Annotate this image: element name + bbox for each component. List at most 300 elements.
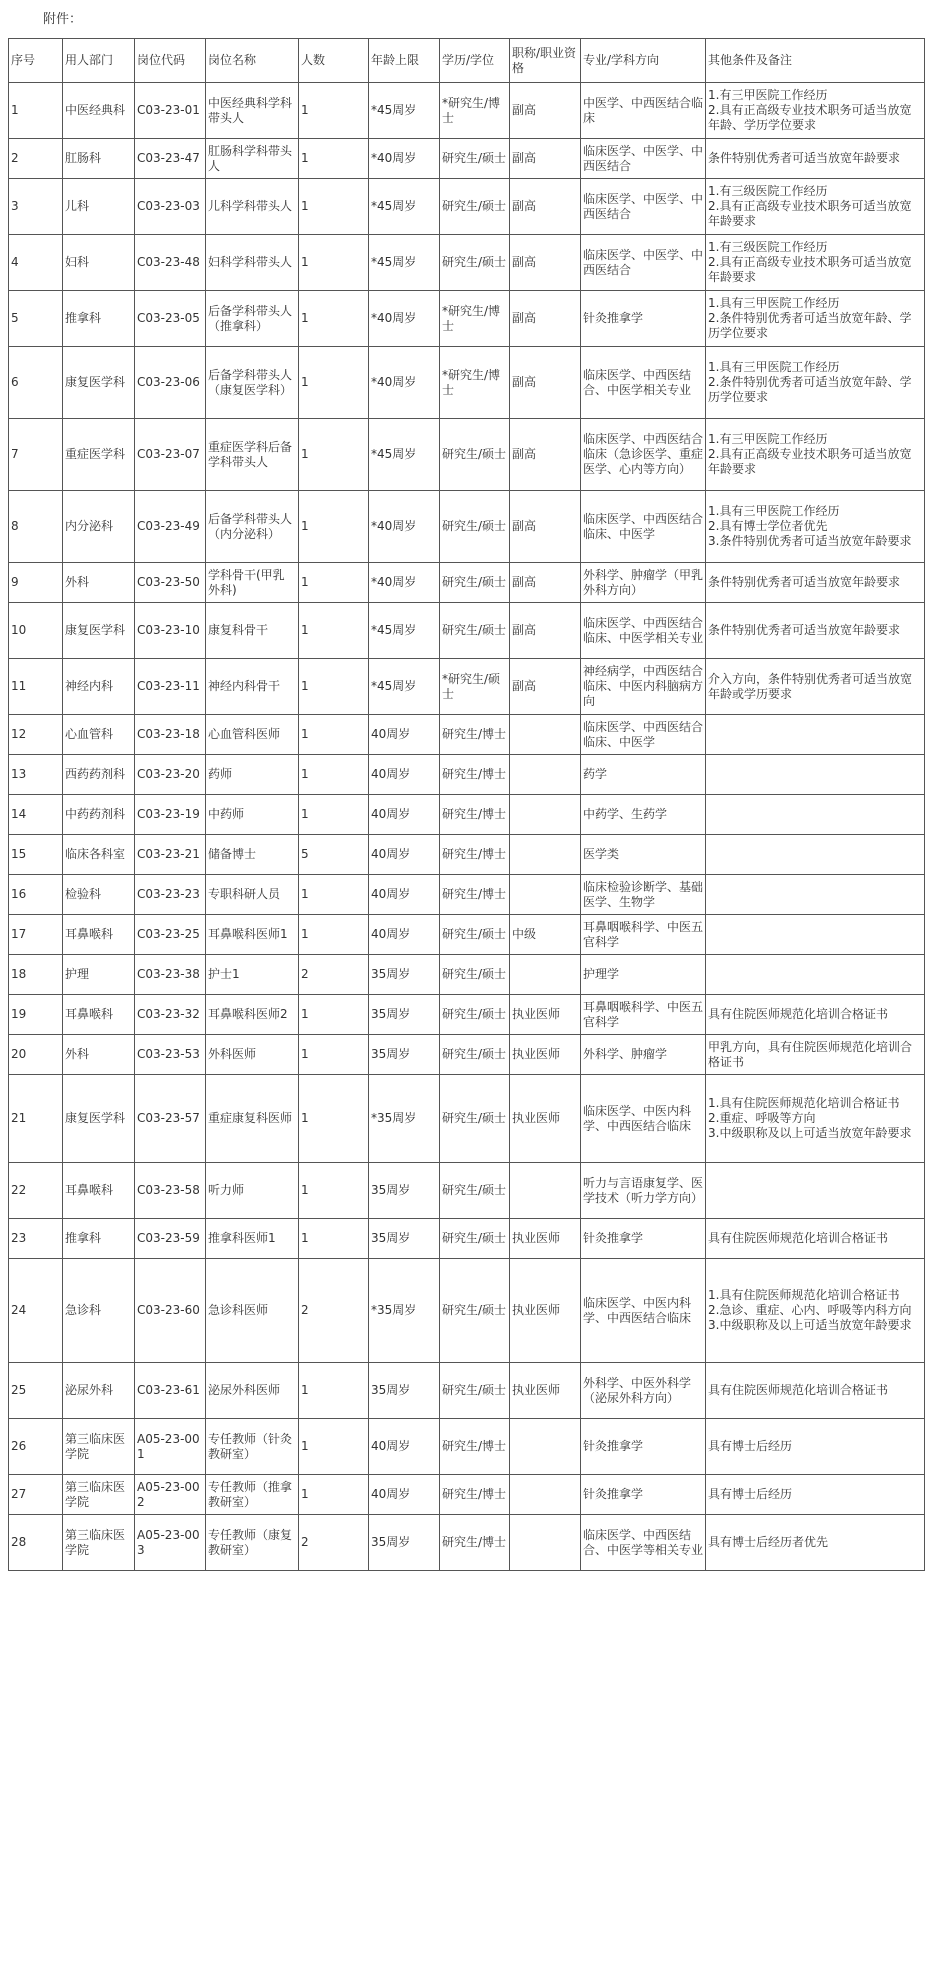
cell-other-conditions [706, 347, 925, 419]
cell-age-limit [369, 491, 440, 563]
cell-department-text: 重症医学科 [65, 447, 126, 461]
cell-post-code-text: C03-23-05 [137, 311, 200, 325]
cell-post-code-text: C03-23-18 [137, 727, 200, 741]
cell-count [299, 659, 369, 715]
cell-title-qualification [510, 915, 581, 955]
cell-department-text: 急诊科 [65, 1303, 102, 1317]
cell-major [581, 139, 706, 179]
cell-count-text: 1 [301, 1183, 309, 1197]
cell-other-conditions [706, 1515, 925, 1571]
cell-department [63, 1419, 135, 1475]
cell-education [440, 755, 510, 795]
cell-post-code [135, 1419, 206, 1475]
cell-title-qualification [510, 1475, 581, 1515]
cell-department [63, 715, 135, 755]
cell-title-qualification [510, 563, 581, 603]
cell-count [299, 995, 369, 1035]
cell-post-name-text: 后备学科带头人（康复医学科） [208, 367, 293, 397]
cell-major [581, 1035, 706, 1075]
cell-post-name-text: 学科骨干(甲乳外科) [208, 567, 285, 597]
cell-count [299, 179, 369, 235]
cell-department [63, 1075, 135, 1163]
cell-major-text: 药学 [583, 767, 608, 781]
cell-count-text: 2 [301, 1303, 309, 1317]
cell-post-code-text: C03-23-19 [137, 807, 200, 821]
cell-department-text: 临床各科室 [65, 847, 126, 861]
cell-title-qualification-text: 副高 [512, 151, 537, 165]
cell-index-text: 21 [11, 1111, 27, 1125]
cell-other-conditions [706, 1363, 925, 1419]
table-row [9, 875, 925, 915]
cell-post-code-text: C03-23-57 [137, 1111, 200, 1125]
cell-age-limit [369, 659, 440, 715]
cell-age-limit [369, 603, 440, 659]
cell-index-text: 14 [11, 807, 27, 821]
cell-count-text: 1 [301, 1007, 309, 1021]
cell-major [581, 603, 706, 659]
cell-education [440, 915, 510, 955]
cell-post-code [135, 1515, 206, 1571]
cell-title-qualification-text: 执业医师 [512, 1303, 561, 1317]
cell-department-text: 外科 [65, 1047, 90, 1061]
cell-age-limit [369, 715, 440, 755]
cell-other-conditions [706, 915, 925, 955]
table-row [9, 291, 925, 347]
cell-department [63, 1515, 135, 1571]
cell-major-text: 临床医学、中西医结合、中医学相关专业 [583, 367, 692, 397]
cell-count-text: 1 [301, 199, 309, 213]
cell-count-text: 1 [301, 151, 309, 165]
cell-post-name-text: 耳鼻喉科医师2 [208, 1007, 288, 1021]
cell-other-conditions [706, 1035, 925, 1075]
cell-education [440, 179, 510, 235]
cell-title-qualification [510, 875, 581, 915]
cell-post-name-text: 妇科学科带头人 [208, 255, 293, 269]
cell-index-text: 15 [11, 847, 27, 861]
cell-post-name [206, 491, 299, 563]
cell-other-conditions-text: 1.有三级医院工作经历 2.具有正高级专业技术职务可适当放宽年龄要求 [708, 240, 912, 284]
cell-major [581, 1515, 706, 1571]
cell-index [9, 1515, 63, 1571]
cell-index [9, 563, 63, 603]
cell-title-qualification [510, 139, 581, 179]
cell-post-code [135, 1075, 206, 1163]
cell-department-text: 儿科 [65, 199, 90, 213]
cell-title-qualification [510, 795, 581, 835]
header-age-limit: 年龄上限 [369, 39, 440, 83]
cell-education-text: 研究生/硕士 [442, 623, 507, 637]
cell-department-text: 康复医学科 [65, 1111, 126, 1125]
cell-age-limit-text: 40周岁 [371, 727, 411, 741]
cell-post-name-text: 耳鼻喉科医师1 [208, 927, 288, 941]
cell-education-text: 研究生/硕士 [442, 519, 507, 533]
cell-count [299, 835, 369, 875]
cell-index [9, 347, 63, 419]
cell-title-qualification-text: 副高 [512, 519, 537, 533]
cell-post-code-text: C03-23-10 [137, 623, 200, 637]
cell-index [9, 1035, 63, 1075]
cell-department [63, 603, 135, 659]
cell-department-text: 康复医学科 [65, 375, 126, 389]
cell-count-text: 1 [301, 1439, 309, 1453]
cell-major [581, 179, 706, 235]
cell-post-code-text: C03-23-50 [137, 575, 200, 589]
cell-index [9, 995, 63, 1035]
cell-major-text: 临床医学、中医内科学、中西医结合临床 [583, 1103, 692, 1133]
cell-post-name-text: 心血管科医师 [208, 727, 281, 741]
cell-department [63, 795, 135, 835]
cell-age-limit [369, 235, 440, 291]
cell-count [299, 1219, 369, 1259]
cell-count [299, 1035, 369, 1075]
cell-education-text: 研究生/博士 [442, 727, 507, 741]
cell-post-name [206, 1035, 299, 1075]
cell-age-limit-text: *45周岁 [371, 623, 417, 637]
header-count: 人数 [299, 39, 369, 83]
cell-other-conditions-text: 1.具有住院医师规范化培训合格证书 2.急诊、重症、心内、呼吸等内科方向 3.中级职称及以上可适当放宽年龄要求 [708, 1288, 912, 1332]
cell-education [440, 835, 510, 875]
cell-age-limit-text: 40周岁 [371, 807, 411, 821]
cell-major [581, 755, 706, 795]
cell-major-text: 医学类 [583, 847, 620, 861]
cell-age-limit [369, 1219, 440, 1259]
cell-other-conditions [706, 1259, 925, 1363]
cell-index-text: 27 [11, 1487, 27, 1501]
header-index: 序号 [9, 39, 63, 83]
attachment-label: 附件： [43, 12, 83, 27]
cell-education [440, 795, 510, 835]
cell-age-limit-text: *45周岁 [371, 103, 417, 117]
cell-count-text: 1 [301, 1111, 309, 1125]
cell-department-text: 推拿科 [65, 311, 102, 325]
cell-major [581, 835, 706, 875]
cell-education-text: 研究生/硕士 [442, 151, 507, 165]
cell-department [63, 347, 135, 419]
cell-major [581, 291, 706, 347]
cell-post-code [135, 995, 206, 1035]
cell-post-code [135, 491, 206, 563]
cell-title-qualification-text: 执业医师 [512, 1007, 561, 1021]
cell-count [299, 1259, 369, 1363]
table-row [9, 419, 925, 491]
cell-education-text: *研究生/硕士 [442, 671, 501, 701]
cell-other-conditions [706, 419, 925, 491]
cell-count [299, 139, 369, 179]
table-row [9, 795, 925, 835]
cell-education [440, 603, 510, 659]
cell-index [9, 1219, 63, 1259]
cell-post-name [206, 955, 299, 995]
cell-title-qualification [510, 1515, 581, 1571]
cell-other-conditions [706, 955, 925, 995]
cell-age-limit-text: 35周岁 [371, 1535, 411, 1549]
cell-count-text: 1 [301, 679, 309, 693]
cell-other-conditions [706, 659, 925, 715]
cell-department-text: 康复医学科 [65, 623, 126, 637]
cell-index-text: 22 [11, 1183, 27, 1197]
cell-education [440, 347, 510, 419]
cell-index-text: 9 [11, 575, 19, 589]
cell-index [9, 603, 63, 659]
cell-age-limit-text: 35周岁 [371, 1183, 411, 1197]
cell-age-limit-text: 40周岁 [371, 927, 411, 941]
cell-department [63, 139, 135, 179]
cell-post-code [135, 179, 206, 235]
cell-index [9, 1163, 63, 1219]
cell-post-name-text: 后备学科带头人（内分泌科） [208, 511, 293, 541]
cell-count-text: 1 [301, 927, 309, 941]
cell-other-conditions [706, 1075, 925, 1163]
cell-education-text: 研究生/硕士 [442, 1111, 507, 1125]
cell-education-text: *研究生/博士 [442, 303, 501, 333]
cell-other-conditions-text: 甲乳方向，具有住院医师规范化培训合格证书 [708, 1039, 913, 1069]
cell-post-name-text: 护士1 [208, 967, 240, 981]
cell-major-text: 外科学、肿瘤学 [583, 1047, 668, 1061]
cell-post-code-text: C03-23-03 [137, 199, 200, 213]
table-header-row [9, 39, 925, 83]
cell-department [63, 835, 135, 875]
table-row [9, 179, 925, 235]
cell-age-limit-text: 35周岁 [371, 1231, 411, 1245]
table-row [9, 1035, 925, 1075]
cell-education [440, 1259, 510, 1363]
cell-age-limit [369, 1035, 440, 1075]
cell-count-text: 1 [301, 1047, 309, 1061]
cell-major [581, 995, 706, 1035]
cell-post-code [135, 83, 206, 139]
cell-post-code [135, 1163, 206, 1219]
table-row [9, 1259, 925, 1363]
cell-post-code-text: C03-23-61 [137, 1383, 200, 1397]
cell-department [63, 291, 135, 347]
cell-major-text: 针灸推拿学 [583, 311, 644, 325]
cell-age-limit [369, 347, 440, 419]
table-row [9, 755, 925, 795]
cell-title-qualification [510, 347, 581, 419]
cell-count [299, 491, 369, 563]
cell-post-name [206, 1163, 299, 1219]
cell-post-code [135, 835, 206, 875]
cell-title-qualification-text: 副高 [512, 103, 537, 117]
cell-education [440, 1163, 510, 1219]
cell-age-limit [369, 419, 440, 491]
cell-index-text: 10 [11, 623, 27, 637]
cell-post-code [135, 563, 206, 603]
cell-index [9, 755, 63, 795]
cell-age-limit [369, 1515, 440, 1571]
cell-post-code [135, 603, 206, 659]
cell-education-text: 研究生/硕士 [442, 199, 507, 213]
cell-post-name [206, 1075, 299, 1163]
cell-index [9, 795, 63, 835]
cell-index-text: 16 [11, 887, 27, 901]
cell-title-qualification [510, 1259, 581, 1363]
cell-post-code [135, 235, 206, 291]
cell-education-text: 研究生/硕士 [442, 927, 507, 941]
cell-count [299, 915, 369, 955]
cell-title-qualification [510, 1035, 581, 1075]
cell-department [63, 1035, 135, 1075]
cell-count-text: 1 [301, 255, 309, 269]
cell-post-code [135, 915, 206, 955]
cell-count-text: 1 [301, 519, 309, 533]
cell-count [299, 1475, 369, 1515]
cell-index-text: 19 [11, 1007, 27, 1021]
cell-title-qualification-text: 副高 [512, 255, 537, 269]
cell-education-text: 研究生/硕士 [442, 1183, 507, 1197]
table-row [9, 1475, 925, 1515]
cell-post-code [135, 1363, 206, 1419]
cell-post-code-text: C03-23-48 [137, 255, 200, 269]
cell-count [299, 235, 369, 291]
cell-major-text: 针灸推拿学 [583, 1487, 644, 1501]
cell-count [299, 1163, 369, 1219]
cell-department-text: 检验科 [65, 887, 102, 901]
cell-education-text: 研究生/硕士 [442, 575, 507, 589]
cell-index-text: 2 [11, 151, 19, 165]
cell-title-qualification [510, 1075, 581, 1163]
cell-age-limit [369, 795, 440, 835]
cell-education [440, 291, 510, 347]
cell-other-conditions-text: 1.具有三甲医院工作经历 2.条件特别优秀者可适当放宽年龄、学历学位要求 [708, 360, 912, 404]
cell-education [440, 1035, 510, 1075]
positions-table [8, 38, 925, 1571]
cell-title-qualification-text: 副高 [512, 575, 537, 589]
cell-post-code [135, 1475, 206, 1515]
cell-major-text: 临床医学、中西医结合临床、中医学相关专业 [583, 615, 704, 645]
cell-index-text: 12 [11, 727, 27, 741]
cell-major [581, 83, 706, 139]
table-row [9, 915, 925, 955]
cell-title-qualification [510, 1363, 581, 1419]
cell-title-qualification [510, 715, 581, 755]
cell-education-text: 研究生/博士 [442, 1487, 507, 1501]
cell-department-text: 第三临床医学院 [65, 1479, 126, 1509]
cell-post-name [206, 1219, 299, 1259]
cell-count [299, 419, 369, 491]
cell-count-text: 1 [301, 311, 309, 325]
cell-post-code [135, 291, 206, 347]
cell-post-name-text: 推拿科医师1 [208, 1231, 276, 1245]
cell-education [440, 1363, 510, 1419]
cell-title-qualification [510, 603, 581, 659]
cell-department [63, 1163, 135, 1219]
cell-other-conditions [706, 1419, 925, 1475]
cell-department [63, 1475, 135, 1515]
cell-title-qualification-text: 副高 [512, 311, 537, 325]
cell-post-name [206, 83, 299, 139]
cell-other-conditions [706, 835, 925, 875]
cell-major [581, 915, 706, 955]
cell-major-text: 临床医学、中医学、中西医结合 [583, 191, 704, 221]
cell-other-conditions [706, 563, 925, 603]
cell-department-text: 护理 [65, 967, 90, 981]
cell-title-qualification [510, 419, 581, 491]
cell-post-name [206, 419, 299, 491]
cell-age-limit [369, 563, 440, 603]
cell-post-code-text: C03-23-21 [137, 847, 200, 861]
cell-major-text: 针灸推拿学 [583, 1439, 644, 1453]
cell-education [440, 419, 510, 491]
cell-major [581, 1363, 706, 1419]
cell-count-text: 1 [301, 1383, 309, 1397]
cell-education [440, 83, 510, 139]
cell-index-text: 18 [11, 967, 27, 981]
cell-post-code [135, 139, 206, 179]
cell-title-qualification [510, 179, 581, 235]
cell-post-name-text: 康复科骨干 [208, 623, 269, 637]
cell-education-text: 研究生/硕士 [442, 447, 507, 461]
cell-education [440, 1475, 510, 1515]
cell-post-code-text: C03-23-58 [137, 1183, 200, 1197]
cell-post-name-text: 储备博士 [208, 847, 257, 861]
cell-count-text: 2 [301, 967, 309, 981]
cell-post-name [206, 995, 299, 1035]
cell-count-text: 1 [301, 623, 309, 637]
cell-age-limit-text: 40周岁 [371, 1487, 411, 1501]
cell-department [63, 875, 135, 915]
cell-department-text: 中医经典科 [65, 103, 126, 117]
cell-post-name [206, 835, 299, 875]
cell-age-limit [369, 995, 440, 1035]
cell-index [9, 83, 63, 139]
cell-other-conditions [706, 995, 925, 1035]
cell-major [581, 1219, 706, 1259]
header-department: 用人部门 [63, 39, 135, 83]
cell-education-text: 研究生/博士 [442, 847, 507, 861]
cell-major [581, 563, 706, 603]
cell-post-name-text: 专职科研人员 [208, 887, 281, 901]
cell-post-name [206, 347, 299, 419]
cell-count [299, 715, 369, 755]
cell-count-text: 1 [301, 807, 309, 821]
cell-department [63, 755, 135, 795]
cell-education [440, 955, 510, 995]
cell-age-limit [369, 755, 440, 795]
cell-post-name-text: 急诊科医师 [208, 1303, 269, 1317]
cell-title-qualification [510, 235, 581, 291]
cell-post-name [206, 915, 299, 955]
cell-major [581, 1419, 706, 1475]
cell-post-code-text: C03-23-38 [137, 967, 200, 981]
cell-education-text: 研究生/硕士 [442, 1303, 507, 1317]
header-education: 学历/学位 [440, 39, 510, 83]
cell-count [299, 1515, 369, 1571]
cell-post-code-text: C03-23-47 [137, 151, 200, 165]
cell-major [581, 955, 706, 995]
cell-age-limit [369, 291, 440, 347]
cell-age-limit-text: 40周岁 [371, 1439, 411, 1453]
cell-other-conditions-text: 1.具有三甲医院工作经历 2.具有博士学位者优先 3.条件特别优秀者可适当放宽年龄要求 [708, 504, 912, 548]
table-row [9, 491, 925, 563]
cell-age-limit-text: *45周岁 [371, 255, 417, 269]
cell-age-limit-text: *35周岁 [371, 1111, 417, 1125]
cell-post-code-text: C03-23-25 [137, 927, 200, 941]
cell-post-name-text: 神经内科骨干 [208, 679, 281, 693]
cell-index [9, 491, 63, 563]
header-title-qualification: 职称/职业资格 [510, 39, 581, 83]
cell-post-name [206, 875, 299, 915]
cell-post-name [206, 795, 299, 835]
cell-major-text: 听力与言语康复学、医学技术（听力学方向） [583, 1175, 704, 1205]
cell-other-conditions [706, 235, 925, 291]
cell-post-code-text: C03-23-20 [137, 767, 200, 781]
cell-index-text: 17 [11, 927, 27, 941]
cell-other-conditions [706, 291, 925, 347]
cell-post-code-text: C03-23-01 [137, 103, 200, 117]
cell-index-text: 11 [11, 679, 27, 693]
cell-post-name [206, 1515, 299, 1571]
